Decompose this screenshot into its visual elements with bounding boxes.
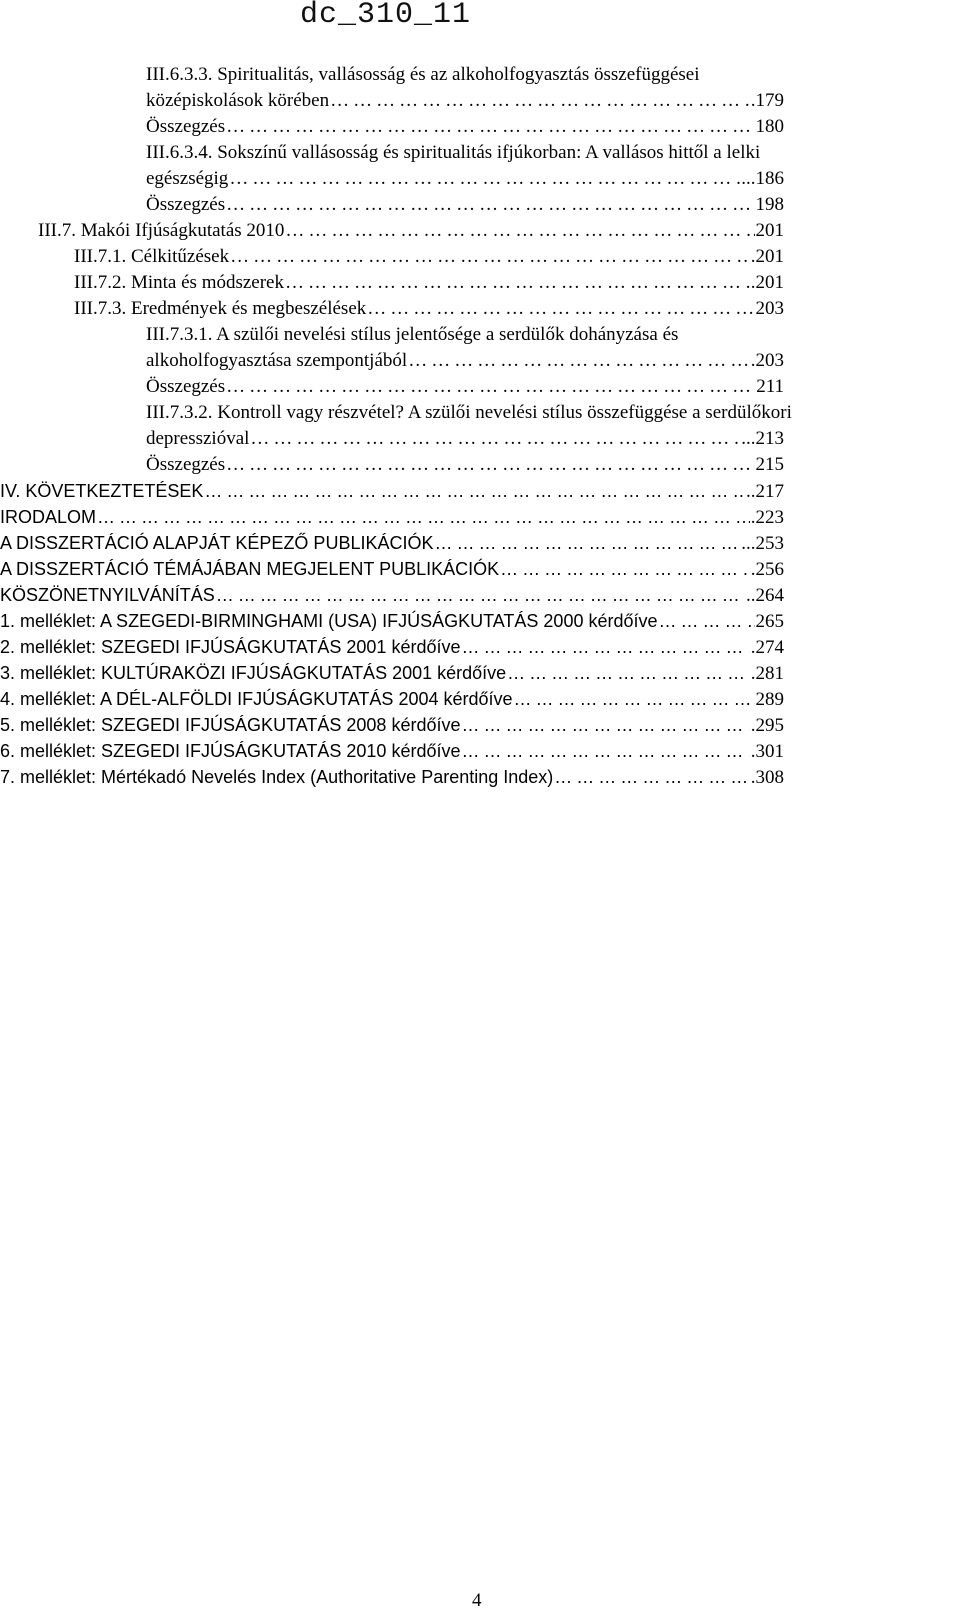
toc-entry-page: .301 <box>750 741 784 762</box>
document-id-header: dc_310_11 <box>300 0 472 32</box>
toc-entry-title: A DISSZERTÁCIÓ ALAPJÁT KÉPEZŐ PUBLIKÁCIÓK <box>0 533 434 553</box>
dot-leader <box>408 348 750 374</box>
toc-entry-title: 5. melléklet: SZEGEDI IFJÚSÁGKUTATÁS 2008 kérdőíve <box>0 715 461 735</box>
toc-entry-title: Összegzés <box>146 116 226 137</box>
dot-leader <box>554 764 749 790</box>
toc-entry-page: ...253 <box>741 533 784 554</box>
toc-entry-page: .281 <box>750 663 784 684</box>
toc-entry-page: .308 <box>750 767 784 788</box>
toc-entry-page: .223 <box>750 507 784 528</box>
toc-entry-page: ..264 <box>746 585 784 606</box>
toc-entry-title: 4. melléklet: A DÉL-ALFÖLDI IFJÚSÁGKUTATÁS 2004 kérdőíve <box>0 689 513 709</box>
toc-entry-heading: III.6.3.4. Sokszínű vallásosság és spiritualitás ifjúkorban: A vallásos hittől a lelki <box>146 142 761 163</box>
dot-leader <box>285 270 750 296</box>
toc-entry-page: 198 <box>755 194 784 215</box>
dot-leader <box>204 478 745 504</box>
dot-leader <box>367 296 754 322</box>
toc-entry-title: 1. melléklet: A SZEGEDI-BIRMINGHAMI (USA) IFJÚSÁGKUTATÁS 2000 kérdőíve <box>0 611 658 631</box>
toc-entry-title: III.7.1. Célkitűzések <box>74 246 230 267</box>
dot-leader <box>250 426 740 452</box>
toc-entry-heading: III.7.3.2. Kontroll vagy részvétel? A szülői nevelési stílus összefüggése a serdülőkori <box>146 402 792 423</box>
toc-entry-title: III.7. Makói Ifjúságkutatás 2010 <box>38 220 285 241</box>
toc-entry-title: III.7.2. Minta és módszerek <box>74 272 284 293</box>
toc-entry-title: 7. melléklet: Mértékadó Nevelés Index (Authoritative Parenting Index) <box>0 767 554 787</box>
toc-entry-page: .179 <box>750 90 784 111</box>
toc-entry[interactable] <box>74 296 784 322</box>
toc-entry[interactable] <box>0 504 784 531</box>
dot-leader <box>514 686 755 712</box>
toc-entry-title: egészségig <box>146 168 229 189</box>
toc-entry[interactable] <box>38 218 784 244</box>
toc-entry[interactable] <box>74 244 784 270</box>
toc-entry-title: középiskolások körében <box>146 90 330 111</box>
toc-entry[interactable] <box>146 374 784 400</box>
toc-entry-title: Összegzés <box>146 454 226 475</box>
toc-entry-page: 201 <box>755 220 784 241</box>
dot-leader <box>229 166 740 192</box>
dot-leader <box>330 88 750 114</box>
toc-entry[interactable] <box>146 62 916 111</box>
toc-entry-title: Összegzés <box>146 376 226 397</box>
toc-entry[interactable] <box>146 400 936 449</box>
toc-entry[interactable] <box>0 556 784 583</box>
dot-leader <box>507 660 750 686</box>
page-number: 4 <box>472 1590 482 1611</box>
toc-entry-page: 211 <box>756 376 784 397</box>
toc-entry-page: .256 <box>750 559 784 580</box>
dot-leader <box>462 634 750 660</box>
toc-entry-title: depresszióval <box>146 428 250 449</box>
dot-leader <box>226 452 754 478</box>
toc-entry-title: 2. melléklet: SZEGEDI IFJÚSÁGKUTATÁS 2001 kérdőíve <box>0 637 461 657</box>
toc-entry[interactable] <box>146 140 916 189</box>
toc-entry-page: 180 <box>755 116 784 137</box>
toc-entry-title: IRODALOM <box>0 507 97 527</box>
dot-leader <box>226 114 754 140</box>
toc-entry-page: .274 <box>750 637 784 658</box>
dot-leader <box>226 192 754 218</box>
dot-leader <box>462 738 750 764</box>
toc-entry[interactable] <box>0 530 784 557</box>
toc-entry[interactable] <box>146 114 784 140</box>
toc-entry[interactable] <box>146 192 784 218</box>
toc-entry-page: 265 <box>755 611 784 632</box>
dot-leader <box>659 608 755 634</box>
toc-entry[interactable] <box>0 764 784 791</box>
toc-entry-title: IV. KÖVETKEZTETÉSEK <box>0 481 204 501</box>
toc-entry[interactable] <box>0 608 784 635</box>
toc-entry-page: ...186 <box>741 168 784 189</box>
dot-leader <box>500 556 750 582</box>
toc-entry-title: 6. melléklet: SZEGEDI IFJÚSÁGKUTATÁS 2010 kérdőíve <box>0 741 461 761</box>
toc-entry[interactable] <box>0 712 784 739</box>
toc-entry-heading: III.7.3.1. A szülői nevelési stílus jelentősége a serdülők dohányzása és <box>146 324 679 345</box>
toc-entry-page: .295 <box>750 715 784 736</box>
toc-entry-page: ...213 <box>741 428 784 449</box>
toc-entry[interactable] <box>0 582 784 609</box>
toc-entry[interactable] <box>146 322 916 371</box>
dot-leader <box>285 218 754 244</box>
toc-entry-page: 203 <box>755 298 784 319</box>
toc-entry[interactable] <box>0 478 784 505</box>
dot-leader <box>226 374 755 400</box>
toc-entry-page: 289 <box>755 689 784 710</box>
toc-entry-page: ..217 <box>746 481 784 502</box>
dot-leader <box>462 712 750 738</box>
toc-entry-title: III.7.3. Eredmények és megbeszélések <box>74 298 367 319</box>
toc-entry-page: .201 <box>750 272 784 293</box>
toc-entry-title: KÖSZÖNETNYILVÁNÍTÁS <box>0 585 215 605</box>
toc-entry-heading: III.6.3.3. Spiritualitás, vallásosság és az alkoholfogyasztás összefüggései <box>146 64 700 85</box>
toc-entry-title: A DISSZERTÁCIÓ TÉMÁJÁBAN MEGJELENT PUBLIKÁCIÓK <box>0 559 500 579</box>
toc-entry[interactable] <box>0 738 784 765</box>
toc-entry-title: 3. melléklet: KULTÚRAKÖZI IFJÚSÁGKUTATÁS 2001 kérdőíve <box>0 663 507 683</box>
toc-entry[interactable] <box>0 686 784 713</box>
toc-entry[interactable] <box>0 634 784 661</box>
toc-entry-page: .203 <box>750 350 784 371</box>
toc-entry-title: Összegzés <box>146 194 226 215</box>
toc-entry[interactable] <box>146 452 784 478</box>
dot-leader <box>216 582 745 608</box>
toc-entry-title: alkoholfogyasztása szempontjából <box>146 350 408 371</box>
dot-leader <box>434 530 740 556</box>
toc-entry[interactable] <box>74 270 784 296</box>
toc-entry-page: .201 <box>750 246 784 267</box>
toc-entry[interactable] <box>0 660 784 687</box>
toc-entry-page: 215 <box>755 454 784 475</box>
dot-leader <box>230 244 750 270</box>
dot-leader <box>97 504 750 530</box>
